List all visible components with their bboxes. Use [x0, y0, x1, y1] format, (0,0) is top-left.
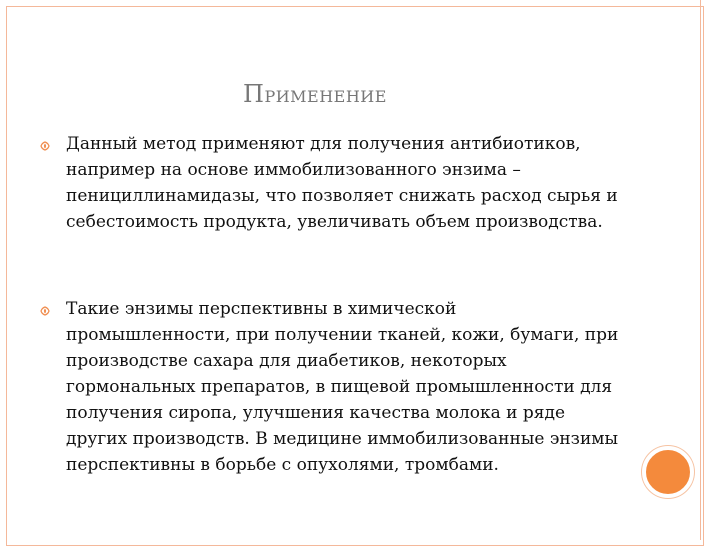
bullet-icon	[40, 306, 50, 316]
slide-right-rule	[700, 0, 701, 540]
bullet-text-2: Такие энзимы перспективны в химической промышленности, при получении тканей, кожи, бумаги, при производстве сахара для диабетиков, некоторых гормональных препаратов, в пищевой промышленности для получения сиропа, улучшения качества молока и ряде других производств. В медицине иммобилизованные энзимы перспективны в борьбе с опухолями, тромбами.	[66, 299, 619, 475]
title-first-letter: П	[243, 80, 265, 108]
bullet-text-1: Данный метод применяют для получения антибиотиков, например на основе иммобилизованного энзима – пенициллинамидазы, что позволяет снижать расход сырья и себестоимость продукта, увеличивать объем производства.	[66, 134, 618, 232]
slide-title	[243, 80, 387, 108]
decorative-circle	[642, 446, 694, 498]
title-rest: РИМЕНЕНИЕ	[264, 87, 387, 106]
bullet-icon	[40, 141, 50, 151]
